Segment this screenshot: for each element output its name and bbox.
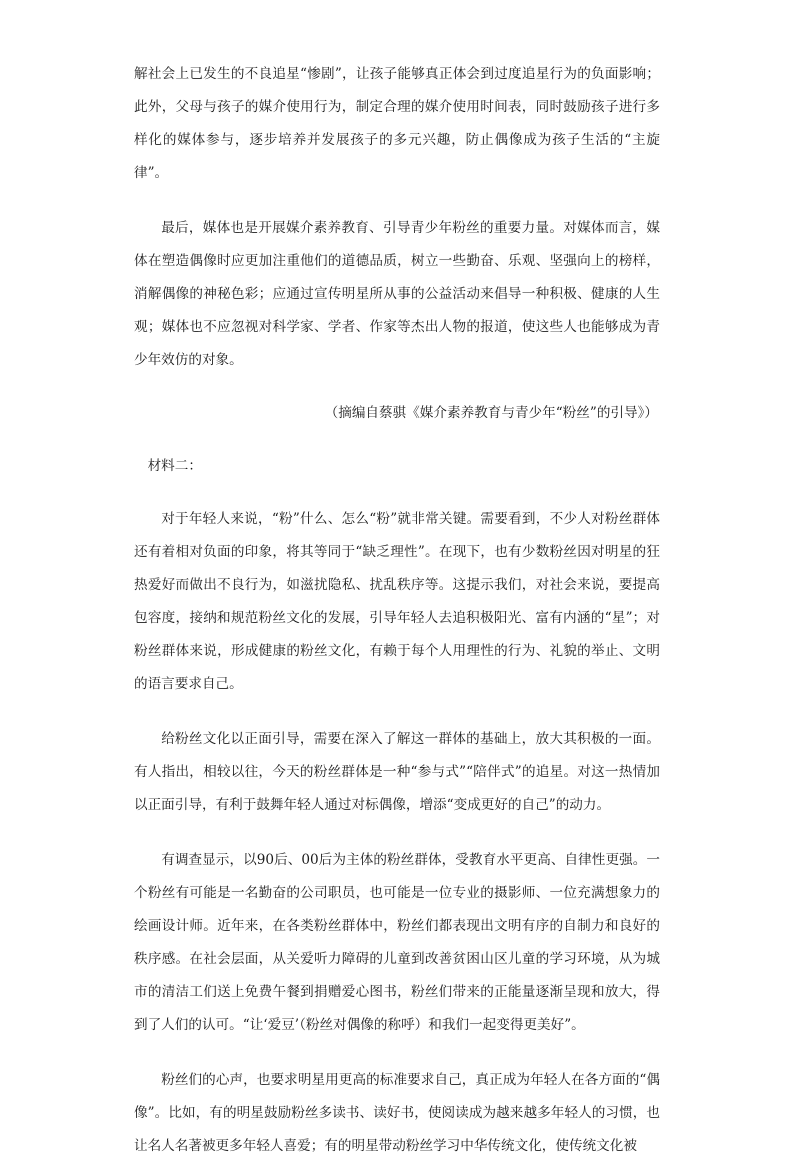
paragraph-media-role: 最后，媒体也是开展媒介素养教育、引导青少年粉丝的重要力量。对媒体而言，媒体在塑造偶像时应更加注重他们的道德品质，树立一些勤奋、乐观、坚强向上的榜样，消解偶像的神秘色彩；应通过宣传明星所从事的公益活动来倡导一种积极、健康的人生观；媒体也不应忽视对科学家、学者、作家等杰出人物的报道，使这些人也能够成为青少年效仿的对象。 (134, 220, 660, 368)
material-two-label: 材料二： (147, 458, 202, 474)
paragraph-continued: 解社会上已发生的不良追星“惨剧”，让孩子能够真正体会到过度追星行为的负面影响；此外，父母与孩子的媒介使用行为，制定合理的媒介使用时间表，同时鼓励孩子进行多样化的媒体参与，逐步培养并发展孩子的多元兴趣，防止偶像成为孩子生活的“主旋律”。 (134, 66, 660, 181)
paragraph-survey: 有调查显示，以90后、00后为主体的粉丝群体，受教育水平更高、自律性更强。一个粉丝有可能是一名勤奋的公司职员，也可能是一位专业的摄影师、一位充满想象力的绘画设计师。近年来，在各类粉丝群体中，粉丝们都表现出文明有序的自制力和良好的秩序感。在社会层面，从关爱听力障碍的儿童到改善贫困山区儿童的学习环境，从为城市的清洁工们送上免费午餐到捐赠爱心图书，粉丝们带来的正能量逐渐呈现和放大，得到了人们的认可。“让‘爱豆’（粉丝对偶像的称呼）和我们一起变得更美好”。 (134, 852, 660, 1033)
paragraph-fan-voice: 粉丝们的心声，也要求明星用更高的标准要求自己，真正成为年轻人在各方面的“偶像”。比如，有的明星鼓励粉丝多读书、读好书，使阅读成为越来越多年轻人的习惯，也让名人名著被更多年轻人喜爱；有的明星带动粉丝学习中华传统文化，使传统文化被 (134, 1072, 660, 1154)
paragraph-positive-guidance: 给粉丝文化以正面引导，需要在深入了解这一群体的基础上，放大其积极的一面。有人指出，相较以往，今天的粉丝群体是一种“参与式”“陪伴式”的追星。对这一热情加以正面引导，有利于鼓舞年轻人通过对标偶像，增添“变成更好的自己”的动力。 (134, 731, 660, 813)
paragraph-fan-attitude: 对于年轻人来说，“粉”什么、怎么“粉”就非常关键。需要看到，不少人对粉丝群体还有着相对负面的印象，将其等同于“缺乏理性”。在现下，也有少数粉丝因对明星的狂热爱好而做出不良行为，如滋扰隐私、扰乱秩序等。这提示我们，对社会来说，要提高包容度，接纳和规范粉丝文化的发展，引导年轻人去追积极阳光、富有内涵的“星”；对粉丝群体来说，形成健康的粉丝文化，有赖于每个人用理性的行为、礼貌的举止、文明的语言要求自己。 (134, 511, 660, 692)
source-citation: （摘编自蔡骐《媒介素养教育与青少年“粉丝”的引导》） (324, 405, 658, 421)
